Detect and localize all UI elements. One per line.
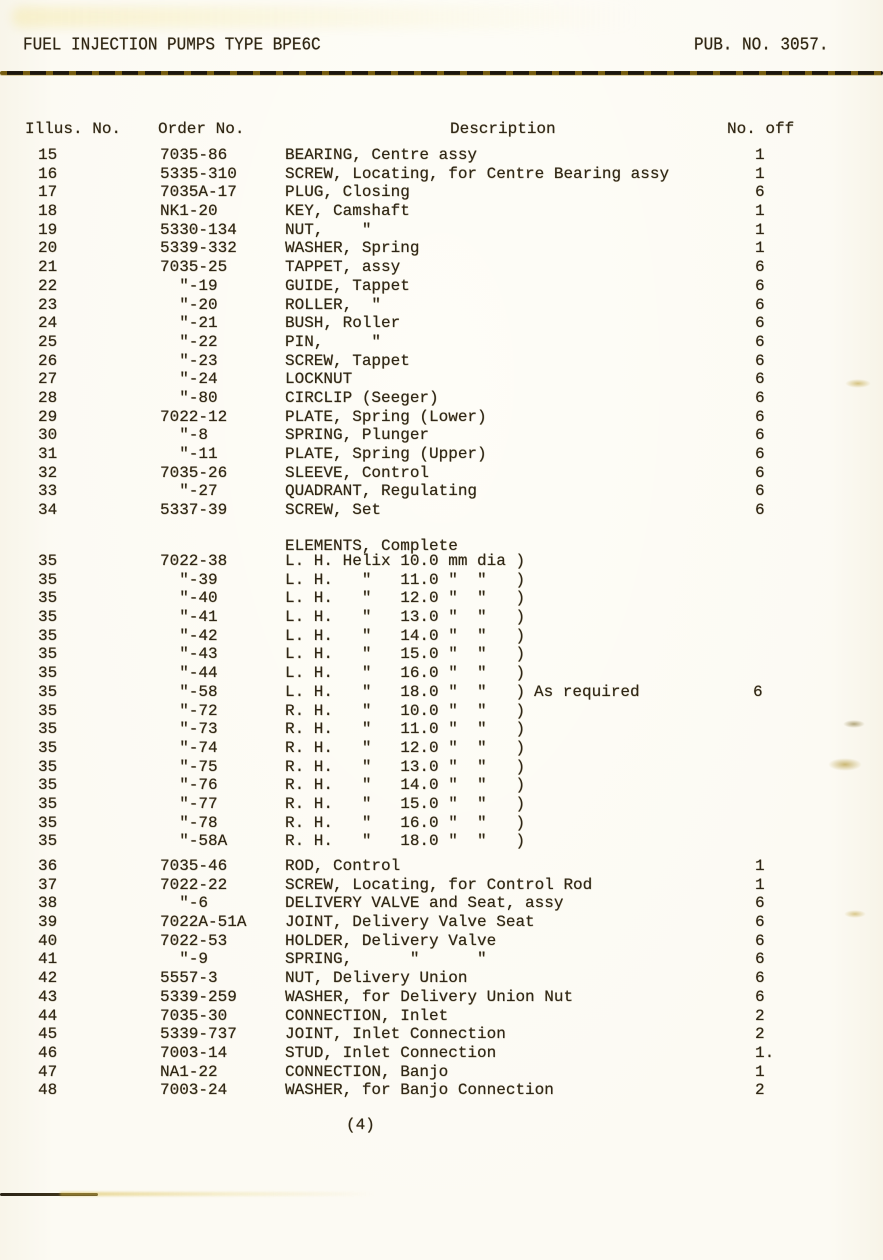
cell-description: SPRING, " " [285,950,487,969]
cell-description: BUSH, Roller [285,314,401,333]
cell-illus-no: 16 [38,164,58,183]
cell-illus-no: 37 [38,875,58,894]
cell-order-no: "-23 [160,351,218,370]
header-rule [0,71,883,75]
cell-description: WASHER, Spring [285,239,420,258]
cell-description: R. H. " 13.0 " " ) [285,757,526,776]
pub-number: PUB. NO. 3057. [694,34,829,56]
cell-description: WASHER, for Delivery Union Nut [285,987,574,1006]
cell-no-off: 6 [755,969,765,988]
cell-illus-no: 32 [38,463,58,482]
cell-description: STUD, Inlet Connection [285,1043,497,1062]
table-row [0,832,883,851]
cell-no-off: 6 [755,351,765,370]
cell-description: KEY, Camshaft [285,202,410,221]
parts-table-section-main [0,146,883,520]
cell-order-no: "-41 [160,608,218,627]
as-required-note: As required [534,683,640,701]
cell-no-off: 6 [755,295,765,314]
cell-description: PIN, " [285,332,382,351]
cell-order-no: "-44 [160,664,218,683]
table-row [0,739,883,758]
table-row [0,913,883,932]
cell-no-off: 1 [755,239,765,258]
cell-illus-no: 35 [38,776,58,795]
cell-no-off: 6 [755,332,765,351]
table-row [0,1007,883,1026]
cell-illus-no: 33 [38,482,58,501]
cell-no-off: 6 [755,894,765,913]
cell-description: SCREW, Set [285,501,382,520]
cell-order-no: "-24 [160,370,218,389]
cell-illus-no: 29 [38,407,58,426]
cell-illus-no: 42 [38,969,58,988]
cell-no-off: 6 [755,388,765,407]
cell-description: R. H. " 14.0 " " ) [285,776,526,795]
cell-order-no: "-6 [160,894,209,913]
cell-no-off: 6 [755,370,765,389]
cell-description: L. H. " 16.0 " " ) [285,664,526,683]
cell-order-no: 7022-22 [160,875,228,894]
cell-order-no: 7022-38 [160,552,228,570]
cell-no-off: 6 [755,276,765,295]
scan-line-fade-artifact [60,1192,375,1196]
table-row [0,1025,883,1044]
cell-order-no: 7003-14 [160,1043,228,1062]
cell-description: TAPPET, assy [285,258,401,277]
cell-illus-no: 35 [38,626,58,645]
cell-no-off: 6 [755,987,765,1006]
cell-description: CONNECTION, Inlet [285,1006,449,1025]
cell-order-no: "-58 [160,682,218,701]
cell-description: R. H. " 15.0 " " ) [285,794,526,813]
cell-description: NUT, " [285,220,372,239]
cell-illus-no: 22 [38,276,58,295]
table-row [0,608,883,627]
cell-illus-no: 27 [38,370,58,389]
table-row [0,589,883,608]
table-row [0,1063,883,1082]
cell-no-off: 6 [755,426,765,445]
table-row [0,950,883,969]
cell-order-no: 7022-53 [160,931,228,950]
cell-description: SLEEVE, Control [285,463,430,482]
cell-order-no: 7035-86 [160,146,228,164]
cell-description: L. H. Helix 10.0 mm dia ) [285,552,526,570]
table-row [0,645,883,664]
table-row [0,258,883,277]
table-row [0,221,883,240]
page-title: FUEL INJECTION PUMPS TYPE BPE6C [23,34,321,56]
cell-order-no: "-76 [160,776,218,795]
table-row [0,370,883,389]
cell-illus-no: 35 [38,813,58,832]
cell-order-no: "-80 [160,388,218,407]
cell-illus-no: 36 [38,857,58,875]
cell-no-off: 1. [755,1043,775,1062]
cell-illus-no: 34 [38,501,58,520]
table-row [0,814,883,833]
scan-smudge-artifact [12,6,637,28]
cell-order-no: 5339-332 [160,239,237,258]
scan-speck-artifact [843,720,865,728]
cell-order-no: "-75 [160,757,218,776]
cell-illus-no: 30 [38,426,58,445]
cell-illus-no: 35 [38,589,58,608]
cell-order-no: "-20 [160,295,218,314]
cell-no-off: 6 [755,183,765,202]
cell-order-no: NK1-20 [160,202,218,221]
cell-description: SCREW, Tappet [285,351,410,370]
cell-order-no: 7022A-51A [160,913,247,932]
table-row [0,969,883,988]
cell-illus-no: 17 [38,183,58,202]
cell-illus-no: 21 [38,258,58,277]
cell-no-off: 6 [755,501,765,520]
cell-description: L. H. " 15.0 " " ) [285,645,526,664]
parts-table-section-lower [0,857,883,1100]
table-row [0,333,883,352]
cell-description: SCREW, Locating, for Centre Bearing assy [285,164,670,183]
cell-description: WASHER, for Banjo Connection [285,1081,554,1100]
cell-illus-no: 35 [38,645,58,664]
cell-description: ROD, Control [285,857,401,875]
cell-order-no: 7035-46 [160,857,228,875]
cell-description: PLATE, Spring (Lower) [285,407,487,426]
table-row [0,988,883,1007]
table-row [0,702,883,721]
cell-description: R. H. " 16.0 " " ) [285,813,526,832]
cell-illus-no: 46 [38,1043,58,1062]
cell-description: BEARING, Centre assy [285,146,478,164]
table-row [0,146,883,165]
column-header-description: Description [450,120,556,138]
table-row [0,352,883,371]
cell-illus-no: 44 [38,1006,58,1025]
cell-order-no: "-11 [160,445,218,463]
table-row [0,932,883,951]
cell-illus-no: 35 [38,608,58,627]
cell-description: GUIDE, Tappet [285,276,410,295]
cell-illus-no: 26 [38,351,58,370]
cell-description: HOLDER, Delivery Valve [285,931,497,950]
cell-order-no: NA1-22 [160,1062,218,1081]
cell-no-off: 1 [755,146,765,164]
cell-order-no: "-27 [160,482,218,501]
cell-order-no: 7035-30 [160,1006,228,1025]
table-row [0,389,883,408]
table-row [0,1081,883,1100]
cell-illus-no: 39 [38,913,58,932]
cell-illus-no: 35 [38,832,58,851]
cell-description: R. H. " 18.0 " " ) [285,832,526,851]
cell-description: CONNECTION, Banjo [285,1062,449,1081]
table-row [0,277,883,296]
cell-order-no: "-9 [160,950,209,969]
cell-description: NUT, Delivery Union [285,969,468,988]
cell-order-no: 5339-737 [160,1025,237,1044]
cell-description: L. H. " 14.0 " " ) [285,626,526,645]
cell-order-no: "-58A [160,832,228,851]
cell-no-off: 2 [755,1025,765,1044]
cell-no-off: 6 [755,482,765,501]
cell-description: LOCKNUT [285,370,353,389]
cell-order-no: "-8 [160,426,209,445]
cell-illus-no: 28 [38,388,58,407]
column-header-order-no: Order No. [158,120,245,138]
cell-illus-no: 19 [38,220,58,239]
cell-illus-no: 35 [38,664,58,683]
cell-description: PLUG, Closing [285,183,410,202]
cell-illus-no: 20 [38,239,58,258]
page-number: (4) [346,1116,375,1134]
table-row [0,857,883,876]
table-row [0,426,883,445]
cell-description: L. H. " 11.0 " " ) [285,570,526,589]
cell-order-no: 7035-25 [160,258,228,277]
cell-description: L. H. " 18.0 " " ) [285,682,526,701]
table-row [0,552,883,571]
cell-illus-no: 47 [38,1062,58,1081]
cell-no-off: 6 [755,445,765,463]
cell-illus-no: 35 [38,552,58,570]
scan-speck-artifact [845,379,871,388]
parts-table-section-elements [0,552,883,851]
cell-illus-no: 41 [38,950,58,969]
cell-illus-no: 43 [38,987,58,1006]
cell-order-no: "-19 [160,276,218,295]
column-header-illus-no: Illus. No. [25,120,122,138]
cell-description: R. H. " 12.0 " " ) [285,738,526,757]
cell-no-off: 2 [755,1006,765,1025]
cell-illus-no: 35 [38,682,58,701]
cell-illus-no: 35 [38,720,58,739]
table-row [0,501,883,520]
table-row [0,776,883,795]
cell-no-off: 6 [755,913,765,932]
cell-no-off: 6 [755,931,765,950]
cell-description: R. H. " 11.0 " " ) [285,720,526,739]
cell-description: L. H. " 13.0 " " ) [285,608,526,627]
cell-illus-no: 24 [38,314,58,333]
table-row [0,720,883,739]
cell-description: DELIVERY VALVE and Seat, assy [285,894,564,913]
table-row [0,876,883,895]
table-row [0,183,883,202]
cell-illus-no: 48 [38,1081,58,1100]
cell-no-off: 1 [755,202,765,221]
cell-order-no: "-72 [160,701,218,720]
table-row [0,165,883,184]
cell-order-no: 7022-12 [160,407,228,426]
cell-order-no: "-21 [160,314,218,333]
table-row [0,296,883,315]
table-row [0,482,883,501]
cell-order-no: "-73 [160,720,218,739]
cell-description: R. H. " 10.0 " " ) [285,701,526,720]
cell-illus-no: 35 [38,570,58,589]
cell-order-no: 5337-39 [160,501,228,520]
cell-no-off: 1 [755,857,765,875]
table-row [0,1044,883,1063]
cell-illus-no: 38 [38,894,58,913]
cell-order-no: "-22 [160,332,218,351]
cell-order-no: 7003-24 [160,1081,228,1100]
table-row [0,202,883,221]
table-row [0,795,883,814]
table-row [0,571,883,590]
cell-description: JOINT, Inlet Connection [285,1025,506,1044]
cell-description: L. H. " 12.0 " " ) [285,589,526,608]
cell-order-no: 5330-134 [160,220,237,239]
column-header-no-off: No. off [727,120,795,138]
cell-description: PLATE, Spring (Upper) [285,445,487,463]
cell-order-no: 5335-310 [160,164,237,183]
cell-order-no: 7035A-17 [160,183,237,202]
cell-illus-no: 45 [38,1025,58,1044]
cell-order-no: 5339-259 [160,987,237,1006]
table-row [0,894,883,913]
cell-order-no: "-40 [160,589,218,608]
cell-illus-no: 18 [38,202,58,221]
scan-speck-artifact [828,758,862,771]
cell-order-no: "-43 [160,645,218,664]
cell-illus-no: 31 [38,445,58,463]
cell-order-no: "-74 [160,738,218,757]
cell-no-off: 1 [755,1062,765,1081]
cell-description: SCREW, Locating, for Control Rod [285,875,593,894]
table-row [0,408,883,427]
cell-description: SPRING, Plunger [285,426,430,445]
scan-speck-artifact [844,910,866,918]
cell-illus-no: 35 [38,701,58,720]
table-row [0,464,883,483]
cell-no-off: 1 [755,875,765,894]
as-required-quantity: 6 [753,683,763,701]
cell-no-off: 6 [755,950,765,969]
table-row [0,627,883,646]
cell-description: CIRCLIP (Seeger) [285,388,439,407]
cell-no-off: 1 [755,220,765,239]
cell-order-no: "-78 [160,813,218,832]
cell-illus-no: 35 [38,794,58,813]
elements-section-heading: ELEMENTS, Complete [285,537,458,555]
cell-order-no: 5557-3 [160,969,218,988]
cell-description: QUADRANT, Regulating [285,482,478,501]
cell-no-off: 6 [755,463,765,482]
cell-illus-no: 23 [38,295,58,314]
cell-no-off: 1 [755,164,765,183]
table-row [0,314,883,333]
cell-illus-no: 35 [38,738,58,757]
cell-no-off: 6 [755,314,765,333]
table-row [0,445,883,464]
cell-illus-no: 40 [38,931,58,950]
table-row [0,758,883,777]
cell-illus-no: 35 [38,757,58,776]
cell-illus-no: 15 [38,146,58,164]
cell-description: ROLLER, " [285,295,382,314]
table-row [0,683,883,702]
cell-order-no: "-39 [160,570,218,589]
table-row [0,664,883,683]
cell-no-off: 6 [755,407,765,426]
cell-illus-no: 25 [38,332,58,351]
cell-no-off: 6 [755,258,765,277]
cell-no-off: 2 [755,1081,765,1100]
cell-order-no: 7035-26 [160,463,228,482]
cell-description: JOINT, Delivery Valve Seat [285,913,535,932]
cell-order-no: "-42 [160,626,218,645]
cell-order-no: "-77 [160,794,218,813]
table-row [0,239,883,258]
